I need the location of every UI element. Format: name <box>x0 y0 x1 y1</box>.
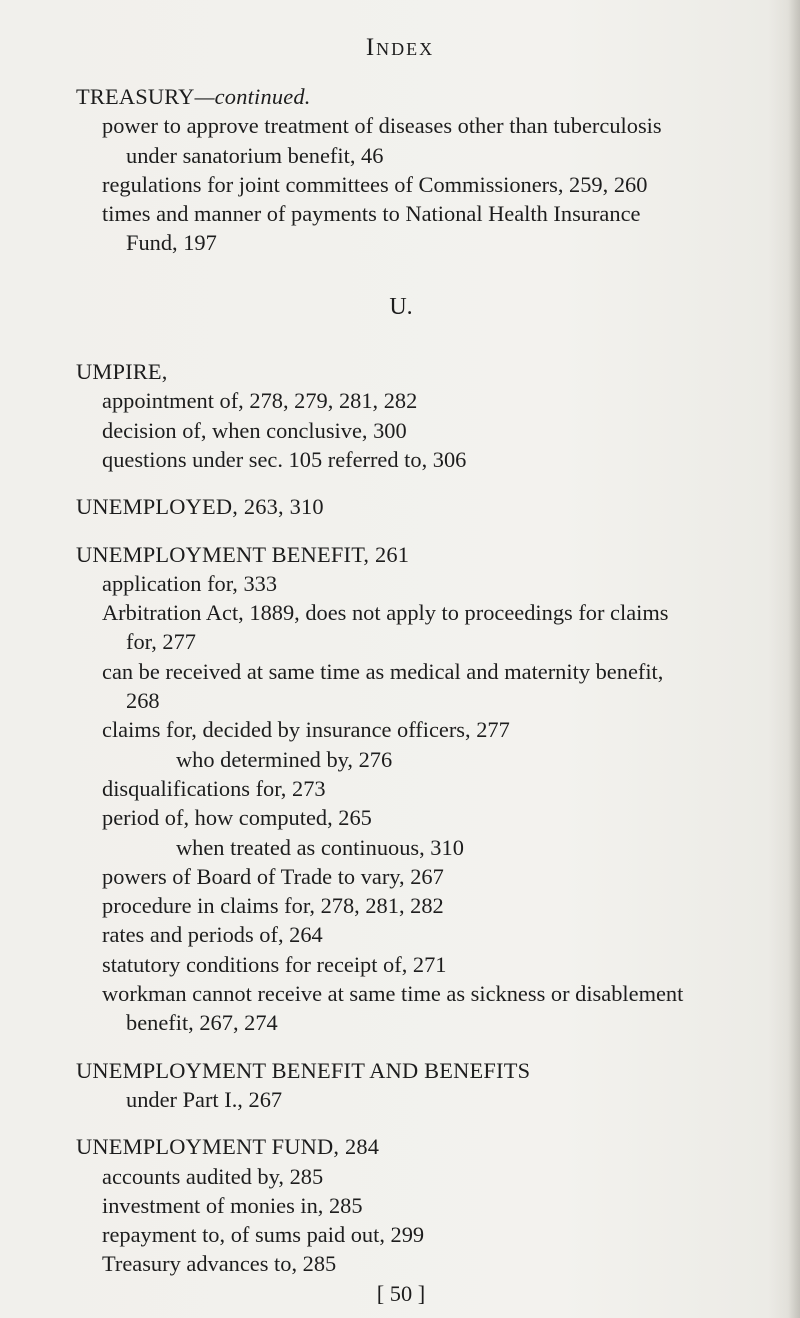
entry-subentry-line: questions under sec. 105 referred to, 306 <box>102 446 467 472</box>
entry-subentry-line: workman cannot receive at same time as sickness or disablement <box>102 981 684 1007</box>
index-content <box>76 82 796 1308</box>
entry-heading: UNEMPLOYMENT BENEFIT AND BENEFITS <box>76 1057 531 1083</box>
entry-subentry-line: for, 277 <box>126 629 196 655</box>
entry-subentry-line: can be received at same time as medical and maternity benefit, <box>102 658 664 684</box>
entry-subentry-line: disqualifications for, 273 <box>102 775 326 801</box>
treasury-subentry-line: regulations for joint committees of Commissioners, 259, 260 <box>102 171 648 197</box>
entry-subentry-line: statutory conditions for receipt of, 271 <box>102 951 447 977</box>
treasury-subentries <box>76 111 796 257</box>
entry-subentry-line: when treated as continuous, 310 <box>176 834 464 860</box>
entry-subentry-line: Arbitration Act, 1889, does not apply to proceedings for claims <box>102 600 669 626</box>
entry-subentry-line: powers of Board of Trade to vary, 267 <box>102 863 444 889</box>
index-entry <box>76 540 796 1038</box>
index-entry <box>76 357 796 474</box>
entry-subentry-line: repayment to, of sums paid out, 299 <box>102 1222 425 1248</box>
section-letter: U. <box>389 293 413 320</box>
treasury-subentry-line: times and manner of payments to National Health Insurance <box>102 201 641 227</box>
treasury-heading <box>76 82 796 111</box>
entry-subentry-line: application for, 333 <box>102 570 278 596</box>
treasury-subentry-line: power to approve treatment of diseases other than tuberculosis <box>102 113 662 139</box>
entry-subentry-line: accounts audited by, 285 <box>102 1163 324 1189</box>
entry-heading: UMPIRE, <box>76 359 168 385</box>
index-entry <box>76 492 796 521</box>
entry-subentry-line: 268 <box>126 688 160 714</box>
entry-subentry-line: who determined by, 276 <box>176 746 393 772</box>
entry-subentry-line: under Part I., 267 <box>126 1086 283 1112</box>
treasury-subentry-line: under sanatorium benefit, 46 <box>126 142 384 168</box>
entry-subentry-line: procedure in claims for, 278, 281, 282 <box>102 893 444 919</box>
treasury-continued: —continued. <box>194 84 311 109</box>
treasury-subentry-line: Fund, 197 <box>126 230 217 256</box>
entry-heading: UNEMPLOYMENT FUND, 284 <box>76 1134 380 1160</box>
entry-heading: UNEMPLOYMENT BENEFIT, 261 <box>76 541 410 567</box>
index-entry <box>76 1056 796 1115</box>
entry-heading: UNEMPLOYED, 263, 310 <box>76 494 324 520</box>
index-entries <box>76 357 796 1279</box>
entry-subentry-line: claims for, decided by insurance officers, 277 <box>102 717 510 743</box>
treasury-heading-word: TREASURY <box>76 84 195 109</box>
entry-subentry-line: Treasury advances to, 285 <box>102 1251 337 1277</box>
entry-subentry-line: decision of, when conclusive, 300 <box>102 417 407 443</box>
entry-subentry-line: appointment of, 278, 279, 281, 282 <box>102 388 418 414</box>
entry-subentry-line: period of, how computed, 265 <box>102 805 372 831</box>
running-header: Index <box>365 34 435 61</box>
index-entry <box>76 1132 796 1278</box>
page-number: [ 50 ] <box>376 1280 426 1306</box>
entry-subentry-line: investment of monies in, 285 <box>102 1192 363 1218</box>
entry-subentry-line: benefit, 267, 274 <box>126 1010 278 1036</box>
entry-subentry-line: rates and periods of, 264 <box>102 922 323 948</box>
